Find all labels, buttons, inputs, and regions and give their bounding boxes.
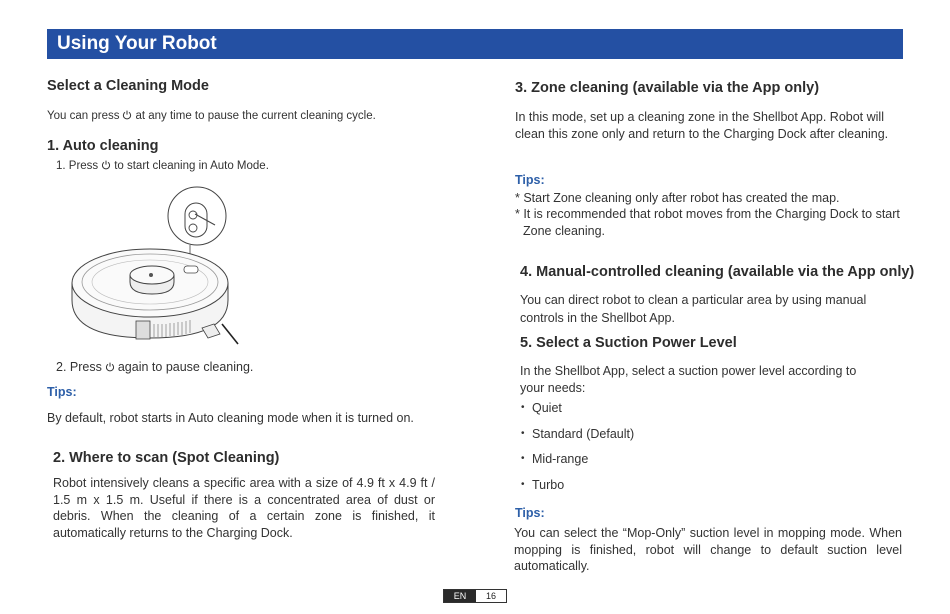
- zone-tip-2: * It is recommended that robot moves from the Charging Dock to start Zone cleaning.: [515, 207, 900, 238]
- page-footer: [443, 589, 507, 603]
- suction-level-standard: • Standard (Default): [520, 426, 820, 443]
- page-number: 16: [485, 591, 496, 601]
- suction-tips-text: You can select the “Mop-Only” suction level in mopping mode. When mopping is finished, robot will change to default suction level automatically.: [514, 526, 902, 573]
- auto-step-2: [56, 359, 476, 376]
- auto-tips-text: By default, robot starts in Auto cleaning mode when it is turned on.: [47, 411, 414, 425]
- pause-text-after: at any time to pause the current cleaning cycle.: [135, 110, 376, 122]
- zone-cleaning-text: In this mode, set up a cleaning zone in the Shellbot App. Robot will clean this zone only and return to the Charging Dock after cleaning.: [515, 110, 889, 141]
- step2-text-after: again to pause cleaning.: [117, 360, 254, 374]
- zone-tip-1: * Start Zone cleaning only after robot has created the map.: [515, 191, 840, 205]
- robot-vacuum-illustration: [62, 178, 252, 348]
- suction-heading: 5. Select a Suction Power Level: [520, 335, 737, 351]
- spot-cleaning-heading: 2. Where to scan (Spot Cleaning): [53, 450, 280, 466]
- zone-cleaning-heading: 3. Zone cleaning (available via the App only): [515, 80, 820, 96]
- pause-text-before: You can press: [47, 110, 120, 122]
- auto-cleaning-heading: 1. Auto cleaning: [47, 138, 159, 154]
- suction-level-turbo: • Turbo: [520, 477, 820, 494]
- manual-cleaning-text: You can direct robot to clean a particular area by using manual controls in the Shellbot App.: [520, 293, 867, 325]
- spot-cleaning-text: Robot intensively cleans a specific area with a size of 4.9 ft x 4.9 ft / 1.5 m x 1.5 m. Useful if there is a concentrated area of dust or debris. When the cleaning of a certain zone is finished, it automatically returns to the Charging Dock.: [53, 476, 435, 540]
- select-mode-heading: Select a Cleaning Mode: [47, 78, 209, 94]
- power-icon: [101, 160, 111, 170]
- manual-cleaning-heading: 4. Manual-controlled cleaning (available via the App only): [520, 264, 915, 280]
- suction-level-list: [520, 400, 820, 493]
- auto-tips-label: Tips:: [47, 385, 77, 399]
- pause-instruction: [47, 109, 487, 124]
- step2-text-before: 2. Press: [56, 360, 102, 374]
- suction-level-quiet: • Quiet: [520, 400, 820, 417]
- zone-tips-label: Tips:: [515, 173, 545, 187]
- power-icon: [122, 110, 132, 120]
- language-label: EN: [444, 590, 476, 602]
- suction-level-mid-range: • Mid-range: [520, 451, 820, 468]
- page-title: Using Your Robot: [57, 33, 217, 54]
- power-icon: [105, 362, 115, 372]
- suction-tips-label: Tips:: [515, 506, 545, 520]
- section-banner: [47, 29, 903, 59]
- step1-text-after: to start cleaning in Auto Mode.: [114, 160, 269, 172]
- suction-intro: In the Shellbot App, select a suction power level according to your needs:: [520, 364, 857, 395]
- step1-text-before: 1. Press: [56, 160, 99, 172]
- auto-step-1: [56, 159, 476, 174]
